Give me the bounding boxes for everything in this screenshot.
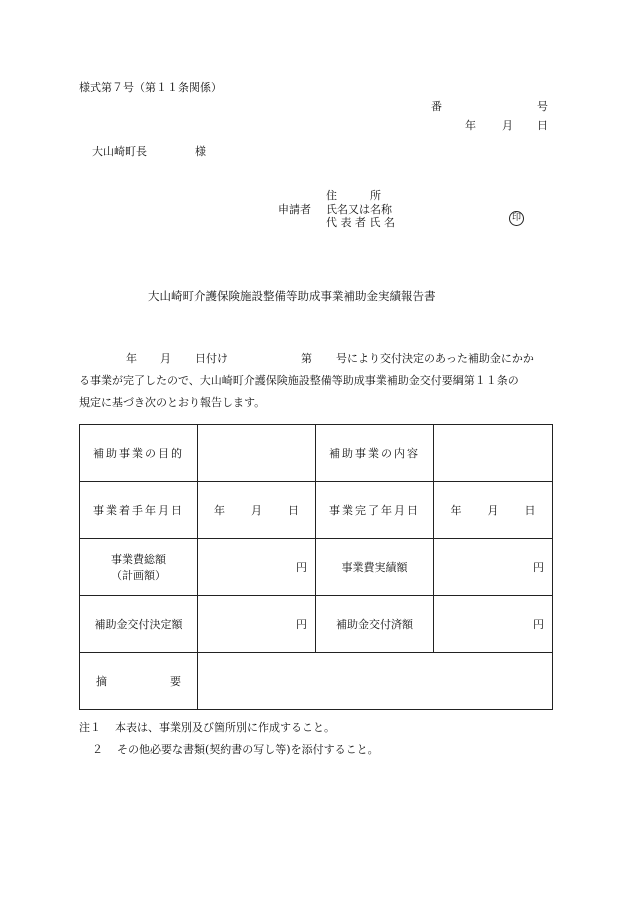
report-table xyxy=(79,424,553,710)
body-line1-rest: 号により交付決定のあった補助金にかか xyxy=(336,352,534,365)
applicant-representative-label: 代 表 者 氏 名 xyxy=(326,216,395,229)
paid-amount-label: 補助金交付済額 xyxy=(316,596,434,653)
end-date-label: 事業完了年月日 xyxy=(316,482,434,539)
remarks-value[interactable] xyxy=(198,653,553,710)
actual-cost-value[interactable] xyxy=(434,539,553,596)
body-year: 年 xyxy=(126,352,137,365)
start-date-day: 日 xyxy=(288,504,299,517)
end-date-day: 日 xyxy=(524,504,536,517)
yen-unit: 円 xyxy=(296,618,307,631)
paid-amount-value[interactable] xyxy=(434,596,553,653)
table-row xyxy=(80,596,553,653)
body-line2: る事業が完了したので、大山崎町介護保険施設整備等助成事業補助金交付要綱第１１条の xyxy=(79,374,519,387)
note-1-text: 本表は、事業別及び箇所別に作成すること。 xyxy=(115,721,335,734)
total-cost-label-line2: （計画額） xyxy=(111,569,166,582)
purpose-label: 補助事業の目的 xyxy=(80,425,198,482)
body-dai: 第 xyxy=(301,352,312,365)
note-2 xyxy=(79,739,379,761)
start-date-value[interactable] xyxy=(198,482,316,539)
addressee-name: 大山崎町長 xyxy=(92,145,147,158)
date-year-label: 年 xyxy=(465,119,476,132)
date-day-label: 日 xyxy=(537,119,548,132)
addressee-honorific: 様 xyxy=(195,145,206,158)
content-label: 補助事業の内容 xyxy=(316,425,434,482)
remarks-label-b: 要 xyxy=(170,675,181,688)
table-row xyxy=(80,539,553,596)
content-value[interactable] xyxy=(434,425,553,482)
remarks-label-a: 摘 xyxy=(96,675,107,688)
yen-unit: 円 xyxy=(533,561,544,574)
applicant-address-label: 住 所 xyxy=(326,189,381,202)
seal-mark: 印 xyxy=(509,211,524,226)
decision-amount-value[interactable] xyxy=(198,596,316,653)
number-label: 番 xyxy=(431,100,442,113)
table-row xyxy=(80,653,553,710)
table-row xyxy=(80,482,553,539)
yen-unit: 円 xyxy=(296,561,307,574)
body-line3: 規定に基づき次のとおり報告します。 xyxy=(79,396,266,409)
body-month: 月 xyxy=(160,352,171,365)
end-date-year: 年 xyxy=(450,504,462,517)
applicant-name-label: 氏名又は名称 xyxy=(326,203,392,216)
form-number: 様式第７号（第１１条関係） xyxy=(79,81,222,94)
notes xyxy=(79,717,379,761)
start-date-label: 事業着手年月日 xyxy=(80,482,198,539)
body-date-suffix: 日付け xyxy=(195,352,228,365)
total-cost-value[interactable] xyxy=(198,539,316,596)
applicant-label: 申請者 xyxy=(278,203,311,216)
note-2-text: その他必要な書類(契約書の写し等)を添付すること。 xyxy=(117,743,379,756)
total-cost-label xyxy=(80,539,198,596)
document-title: 大山崎町介護保険施設整備等助成事業補助金実績報告書 xyxy=(148,289,436,303)
note-1 xyxy=(79,717,379,739)
end-date-value[interactable] xyxy=(434,482,553,539)
note-1-label: 注１ xyxy=(79,721,101,734)
remarks-label xyxy=(80,653,198,710)
end-date-month: 月 xyxy=(487,504,499,517)
table-row xyxy=(80,425,553,482)
start-date-year: 年 xyxy=(214,504,225,517)
purpose-value[interactable] xyxy=(198,425,316,482)
decision-amount-label: 補助金交付決定額 xyxy=(80,596,198,653)
note-2-label: ２ xyxy=(92,743,103,756)
number-suffix: 号 xyxy=(537,100,548,113)
start-date-month: 月 xyxy=(251,504,262,517)
total-cost-label-line1: 事業費総額 xyxy=(111,553,166,566)
actual-cost-label: 事業費実績額 xyxy=(316,539,434,596)
date-month-label: 月 xyxy=(502,119,513,132)
yen-unit: 円 xyxy=(533,618,544,631)
